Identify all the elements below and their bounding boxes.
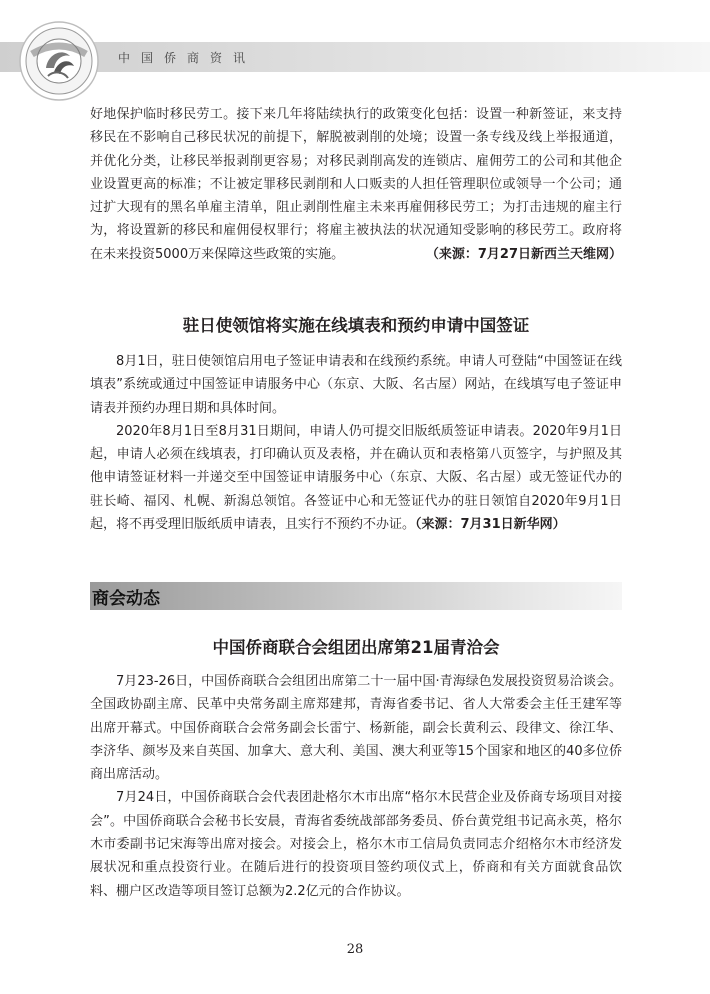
article-continuation bbox=[90, 103, 622, 266]
article2-body bbox=[90, 350, 622, 536]
section-heading-bar bbox=[90, 582, 622, 610]
article2-paragraph-1: 8月1日，驻日使领馆启用电子签证申请表和在线预约系统。申请人可登陆“中国签证在线填表”系统或通过中国签证申请服务中心（东京、大阪、名古屋）网站，在线填写电子签证申请表并预约办理日期和具体时间。 bbox=[90, 354, 622, 416]
article-visa bbox=[90, 312, 622, 336]
chamber-logo-icon bbox=[18, 20, 100, 102]
article-qinghai-fair bbox=[90, 634, 622, 658]
article2-title: 驻日使领馆将实施在线填表和预约申请中国签证 bbox=[182, 316, 530, 335]
header-band bbox=[0, 42, 710, 72]
section-title: 商会动态 bbox=[92, 589, 160, 609]
article1-paragraph: 好地保护临时移民劳工。接下来几年将陆续执行的政策变化包括：设置一种新签证，来支持移民在不影响自己移民状况的前提下，解脱被剥削的处境；设置一条专线及线上举报通道，并优化分类，让移民举报剥削更容易；对移民剥削高发的连锁店、雇佣劳工的公司和其他企业设置更高的标准；不让被定罪移民剥削和人口贩卖的人担任管理职位或领导一个公司；通过扩大现有的黑名单雇主清单，阻止剥削性雇主未来再雇佣移民劳工；为打击违规的雇主行为，将设置新的移民和雇佣侵权罪行；将雇主被执法的状况通知受影响的移民劳工。政府将在未来投资5000万来保障这些政策的实施。 （来源：7月27日新西兰天维网） bbox=[90, 103, 622, 266]
article2-source: （来源：7月31日新华网） bbox=[415, 517, 566, 533]
article3-paragraph-1: 7月23-26日，中国侨商联合会组团出席第二十一届中国·青海绿色发展投资贸易洽谈会。全国政协副主席、民革中央常务副主席郑建邦，青海省委书记、省人大常委会主任王建军等出席开幕式。中国侨商联合会常务副会长雷宁、杨新能，副会长黄利云、段律文、徐江华、李济华、颜岑及来自英国、加拿大、意大利、美国、澳大利亚等15个国家和地区的40多位侨商出席活动。 bbox=[90, 674, 622, 783]
running-header-title: 中国侨商资讯 bbox=[118, 51, 257, 65]
article3-paragraph-2: 7月24日，中国侨商联合会代表团赴格尔木市出席“格尔木民营企业及侨商专场项目对接会”。中国侨商联合会秘书长安晨，青海省委统战部部务委员、侨台黄党组书记高永英，格尔木市委副书记宋海等出席对接会。对接会上，格尔木市工信局负责同志介绍格尔木市经济发展状况和重点投资行业。在随后进行的投资项目签约项仪式上，侨商和有关方面就食品饮料、棚户区改造等项目签订总额为2.2亿元的合作协议。 bbox=[90, 790, 622, 899]
article1-source: （来源：7月27日新西兰天维网） bbox=[425, 246, 622, 262]
article3-body bbox=[90, 670, 622, 903]
article2-paragraph-2: 2020年8月1日至8月31日期间，申请人仍可提交旧版纸质签证申请表。2020年9月1日起，申请人必须在线填表，打印确认页及表格，并在确认页和表格第八页签字，与护照及其他申请签证材料一并递交至中国签证申请服务中心（东京、大阪、名古屋）或无签证代办的驻长崎、福冈、札幌、新潟总领馆。各签证中心和无签证代办的驻日领馆自2020年9月1日起，将不再受理旧版纸质申请表，且实行不预约不办证。（来源：7月31日新华网） bbox=[90, 423, 622, 533]
page-number: 28 bbox=[346, 942, 364, 957]
article3-title: 中国侨商联合会组团出席第21届青洽会 bbox=[212, 638, 500, 657]
